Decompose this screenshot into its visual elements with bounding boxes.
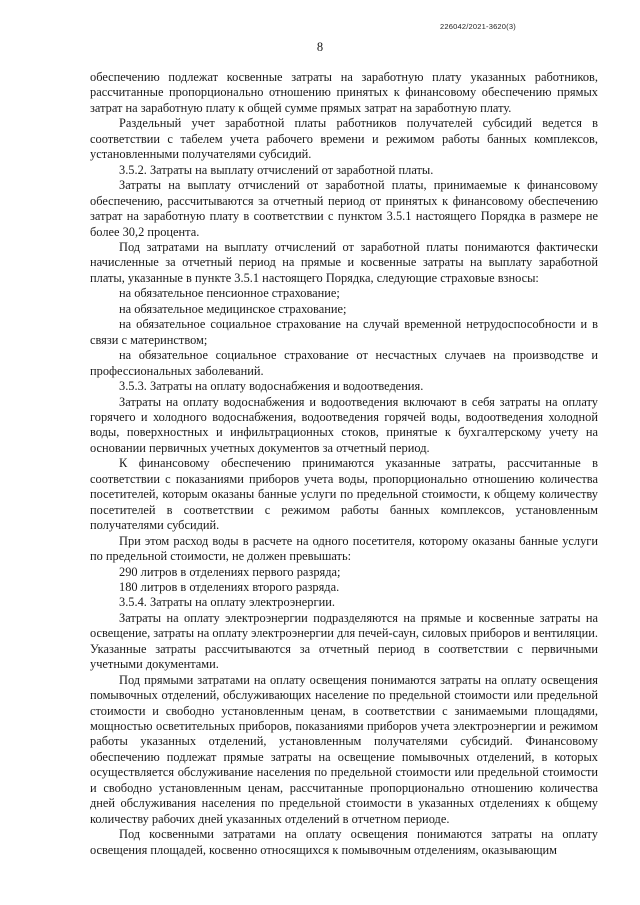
- list-item: на обязательное социальное страхование на случай временной нетрудоспособности и в связи с материнством;: [90, 317, 598, 347]
- page-number: 8: [316, 40, 324, 54]
- paragraph: К финансовому обеспечению принимаются указанные затраты, рассчитанные в соответствии с показаниями приборов учета воды, пропорционально отношению количества посетителей, которым оказаны банные услуги по предельной стоимости, к общему количеству посетителей в соответствии с режимом работы банных комплексов, установленным получателями субсидий.: [90, 456, 598, 533]
- document-id: 226042/2021-3620(3): [440, 22, 516, 31]
- paragraph: Затраты на оплату водоснабжения и водоотведения включают в себя затраты на оплату горячего и холодного водоснабжения, водоотведения горячей воды, водоотведения холодной воды, поверхностных и инфильтрационных стоков, принятые к бухгалтерскому учету на основании первичных учетных документов за отчетный период.: [90, 394, 598, 455]
- list-item: 290 литров в отделениях первого разряда;: [119, 564, 341, 579]
- section-heading: 3.5.3. Затраты на оплату водоснабжения и водоотведения.: [119, 379, 424, 394]
- list-item: на обязательное медицинское страхование;: [119, 301, 347, 316]
- list-item: на обязательное социальное страхование от несчастных случаев на производстве и профессиональных заболеваний.: [90, 348, 598, 378]
- paragraph: При этом расход воды в расчете на одного посетителя, которому оказаны банные услуги по предельной стоимости, не должен превышать:: [90, 533, 598, 564]
- document-body: [90, 70, 598, 858]
- section-heading: 3.5.2. Затраты на выплату отчислений от заработной платы.: [119, 162, 434, 177]
- paragraph: Затраты на оплату электроэнергии подразделяются на прямые и косвенные затраты на освещение, затраты на оплату электроэнергии для печей-саун, силовых приборов и вентиляции. Указанные затраты рассчитываются за отчетный период в соответствии с первичными учетными документами.: [90, 610, 598, 672]
- list-item: на обязательное пенсионное страхование;: [119, 286, 340, 301]
- paragraph: Раздельный учет заработной платы работников получателей субсидий ведется в соответствии с табелем учета рабочего времени и режимом работы банных комплексов, установленными получателями субсидий.: [90, 116, 598, 162]
- paragraph: Затраты на выплату отчислений от заработной платы, принимаемые к финансовому обеспечению, рассчитываются за отчетный период от принятых к финансовому обеспечению затрат на заработную плату в соответствии с пунктом 3.5.1 настоящего Порядка в размере не более 30,2 процента.: [90, 178, 598, 239]
- paragraph: обеспечению подлежат косвенные затраты на заработную плату указанных работников, рассчитанные пропорционально отношению принятых к финансовому обеспечению прямых затрат на заработную плату к общей сумме прямых затрат на заработную плату.: [90, 70, 598, 115]
- paragraph: Под косвенными затратами на оплату освещения понимаются затраты на оплату освещения площадей, косвенно относящихся к помывочным отделениям, оказывающим: [90, 827, 598, 857]
- paragraph: Под прямыми затратами на оплату освещения понимаются затраты на оплату освещения помывочных отделений, обслуживающих население по предельной стоимости или предельной стоимости и свободно установленным ценам, в соответствии с занимаемыми площадями, мощностью осветительных приборов, показаниями приборов учета электроэнергии и режимом работы указанных отделений, установленным получателями субсидий. Финансовому обеспечению подлежат прямые затраты на освещение помывочных отделений, в которых осуществляется обслуживание населения по предельной стоимости или предельной стоимости и свободно установленным ценам, рассчитанные пропорционально отношению количества дней обслуживания населения по предельной стоимости в указанных отделениях к общему количеству рабочих дней указанных отделений в отчетном периоде.: [90, 672, 598, 826]
- section-heading: 3.5.4. Затраты на оплату электроэнергии.: [119, 595, 335, 610]
- paragraph: Под затратами на выплату отчислений от заработной платы понимаются фактически начисленные за отчетный период на прямые и косвенные затраты на выплату заработной платы, указанные в пункте 3.5.1 настоящего Порядка, следующие страховые взносы:: [90, 239, 598, 285]
- list-item: 180 литров в отделениях второго разряда.: [119, 579, 340, 594]
